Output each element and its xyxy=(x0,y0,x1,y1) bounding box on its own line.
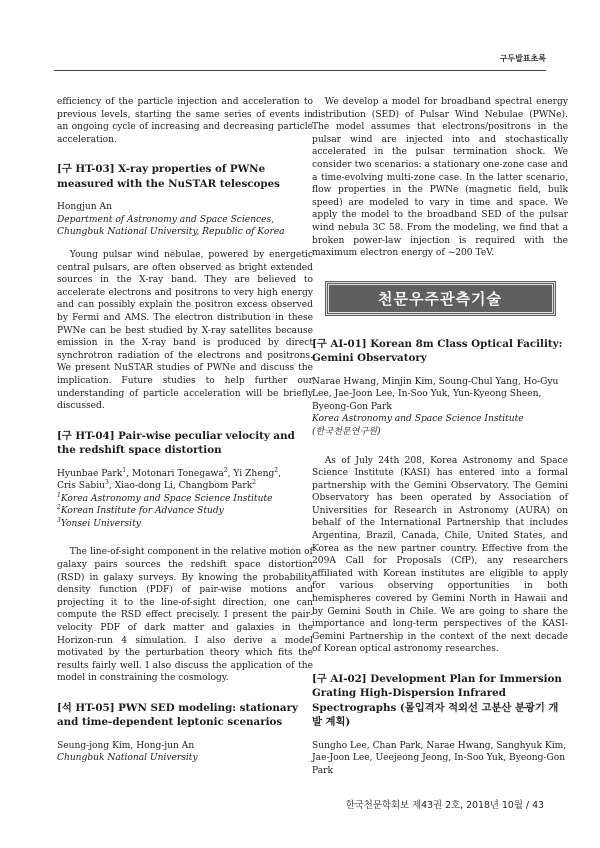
author-text: , xyxy=(278,468,282,479)
affiliation-ai01-en: Korea Astronomy and Space Science Institute xyxy=(312,414,524,425)
authors-ht05: Seung-jong Kim, Hong-jun An xyxy=(57,740,195,751)
affiliation-marker: 2 xyxy=(274,466,279,474)
affiliation-number: 3 xyxy=(57,516,61,524)
affiliation-ht05: Chungbuk National University xyxy=(57,753,198,764)
abstract-title-ai02: [구 AI-02] Development Plan for Immersion Grating High-Dispersion Infrared Spectrographs (몰입격자 적외선 고분산 분광기 개발 계획) xyxy=(312,673,562,729)
abstract-title-ht05: [석 HT-05] PWN SED modeling: stationary and time-dependent leptonic scenarios xyxy=(57,702,298,729)
page-footer: 한국천문학회보 제43권 2호, 2018년 10월 / 43 xyxy=(345,800,544,811)
affiliation-ht04-3 xyxy=(57,518,313,531)
abstract-title-ht03: [구 HT-03] X-ray properties of PWNe measured with the NuSTAR telescopes xyxy=(57,163,280,190)
authors-ai02: Sungho Lee, Chan Park, Narae Hwang, Sanghyuk Kim, Jae-Joon Lee, Ueejeong Jeong, In-Soo Yuk, Byeong-Gon Park xyxy=(312,740,567,776)
abstract-title-ht04: [구 HT-04] Pair-wise peculiar velocity and the redshift space distortion xyxy=(57,429,295,457)
section-title-banner xyxy=(326,282,555,315)
section-header-label: 구두발표초록 xyxy=(499,54,546,63)
authors-ht04 xyxy=(57,468,313,493)
authors-ht03: Hongjun An xyxy=(57,202,112,213)
author-text: Cris Sabiu xyxy=(57,481,106,492)
affiliation-marker: 2 xyxy=(252,479,257,487)
affiliation-marker: 1 xyxy=(122,466,127,474)
affiliation-ai01-ko: (한국천문연구원) xyxy=(312,426,381,437)
affiliation-number: 1 xyxy=(57,491,61,499)
abstract-body-ht05: We develop a model for broadband spectral energy distribution (SED) of Pulsar Wind Nebulae (PWNe). The model assumes that electrons/positrons in the pulsar wind are injected into and stochastically accelerated in the pulsar termination shock. We consider two scenarios: a stationary one-zone case and a time-evolving multi-zone case. In the latter scenario, flow properties in the PWNe (magnetic field, bulk speed) are modeled to vary in time and space. We apply the model to the broadband SED of the pulsar wind nebula 3C 58. From the modeling, we find that a broken power-law injection is required with the maximum electron energy of ~200 TeV. xyxy=(312,97,568,259)
affiliation-marker: 3 xyxy=(105,479,109,487)
affiliation-text: Yonsei University xyxy=(60,518,141,529)
author-text: , Yi Zheng xyxy=(227,468,275,479)
abstract-body-ai01: As of July 24th 208, Korea Astronomy and Space Science Institute (KASI) has entered into a formal partnership with the Gemini Observatory. The Gemini Observatory has been operated by Association of Universities for Research in Astronomy (AURA) on behalf of the International Partnership that includes Argentina, Brazil, Canada, Chile, United States, and Korea as the new partner country. Effective from the 209A Call for Proposals (CfP), any researchers affiliated with Korean institutes are eligible to apply for various observing opportunities in both hemispheres covered by Gemini North in Hawaii and by Gemini South in Chile. We are going to share the importance and long-term perspectives of the KASI-Gemini Partnership in the context of the next decade of Korean optical astronomy researches. xyxy=(312,455,568,655)
left-column xyxy=(57,96,313,765)
header-rule xyxy=(54,70,546,71)
affiliation-text: Korean Institute for Advance Study xyxy=(60,506,224,517)
author-text: , Xiao-dong Li, Changbom Park xyxy=(108,481,253,492)
section-title: 천문우주관측기술 xyxy=(378,289,502,308)
affiliation-ht04-2 xyxy=(57,505,313,518)
abstract-body-ht04: The line-of-sight component in the relative motion of galaxy pairs sources the redshift space distortion (RSD) in galaxy surveys. By knowing the probability density function (PDF) of pair-wise motions and projecting it to the line-of-sight direction, one can compute the RSD effect precisely. I present the pair-velocity PDF of dark matter and galaxies in the Horizon-run 4 simulation. I also derive a model motivated by the perturbation theory which fits the results fairly well. I also discuss the application of the model in constraining the cosmology. xyxy=(57,547,313,684)
affiliation-text: Korea Astronomy and Space Science Institute xyxy=(60,493,273,504)
authors-ai01: Narae Hwang, Minjin Kim, Soung-Chul Yang, Ho-Gyu Lee, Jae-Joon Lee, In-Soo Yuk, Yun-Kyeong Sheen, Byeong-Gon Park xyxy=(312,376,559,412)
affiliation-ht04-1 xyxy=(57,493,313,506)
affiliation-marker: 2 xyxy=(223,466,228,474)
intro-text: efficiency of the particle injection and acceleration to previous levels, starting the same series of events in an ongoing cycle of increasing and decreasing particle acceleration. xyxy=(57,97,313,145)
abstract-title-ai01: [구 AI-01] Korean 8m Class Optical Facility: Gemini Observatory xyxy=(312,337,563,365)
author-text: Hyunbae Park xyxy=(57,468,123,479)
author-text: , Motonari Tonegawa xyxy=(126,468,224,479)
abstract-body-ht03: Young pulsar wind nebulae, powered by energetic central pulsars, are often observed as bright extended sources in the X-ray band. They are believed to accelerate electrons and positrons to very high energy and can possibly explain the positron excess observed by Fermi and AMS. The electron distribution in these PWNe can be best studied by X-ray satellites because emission in the X-ray band is produced by direct synchrotron radiation of the electrons and positrons. We present NuSTAR studies of PWNe and discuss the implication. Future studies to help further our understanding of particle acceleration will be briefly discussed. xyxy=(57,249,313,412)
affiliation-ht03: Department of Astronomy and Space Sciences, Chungbuk National University, Republic of Korea xyxy=(57,214,285,238)
affiliation-number: 2 xyxy=(57,504,61,512)
right-column xyxy=(312,96,568,777)
